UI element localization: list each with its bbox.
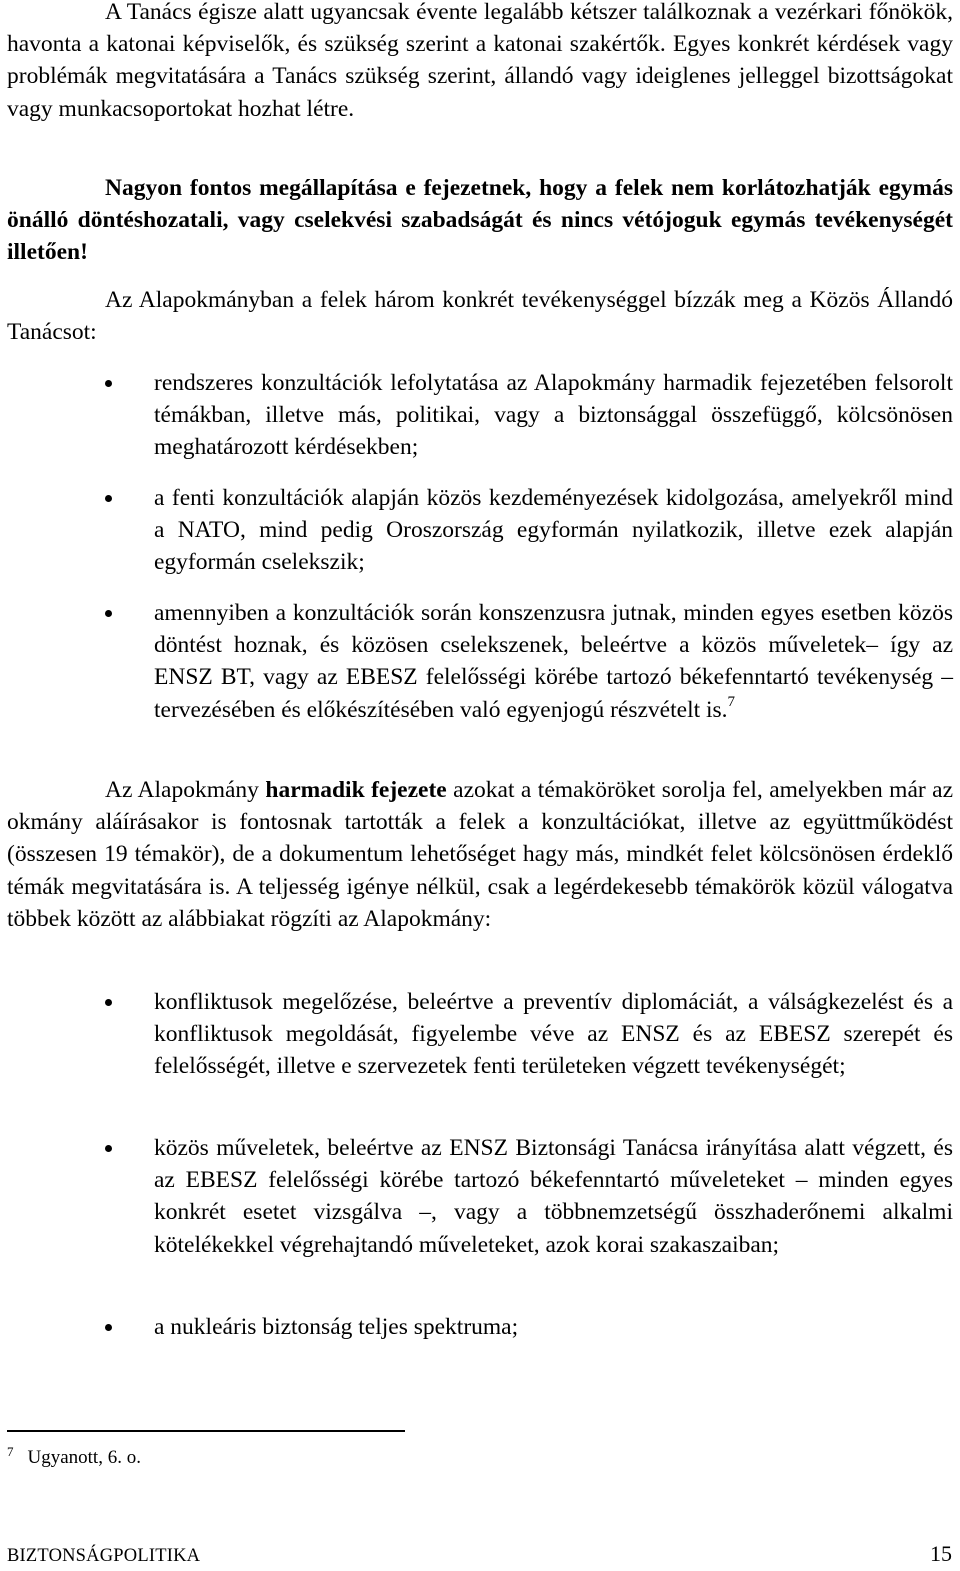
bullet-dot-icon	[105, 610, 112, 617]
list-item-text: közös műveletek, beleértve az ENSZ Biztonsági Tanácsa irányítása alatt végzett, és az EBESZ felelősségi körébe tartozó békefenntartó műveleteket – minden egyes konkrét esetet vizsgálva –, vagy a többnemzetségű összhaderőnemi alkalmi kötelékekkel végrehajtandó műveleteket, azok korai szakaszaiban;	[154, 1135, 953, 1258]
bullet-dot-icon	[105, 1145, 112, 1152]
paragraph-key-statement: Nagyon fontos megállapítása e fejezetnek, hogy a felek nem korlátozhatják egymás önálló döntéshozatali, vagy cselekvési szabadságát és nincs vétójoguk egymás tevékenységét illetően!	[7, 175, 953, 266]
bullet-dot-icon	[105, 1324, 112, 1331]
paragraph-three-activities: Az Alapokmányban a felek három konkrét tevékenységgel bízzák meg a Közös Állandó Tanácsot:	[7, 287, 953, 346]
list-item-text: a nukleáris biztonság teljes spektruma;	[154, 1314, 519, 1340]
list-item-content	[154, 597, 953, 726]
paragraph-text-start: Az Alapokmány	[105, 777, 266, 803]
list-item-text: rendszeres konzultációk lefolytatása az Alapokmány harmadik fejezetében felsorolt témákban, illetve más, politikai, vagy a biztonsággal összefüggő, kölcsönösen meghatározott kérdésekben;	[154, 370, 953, 461]
paragraph-council-meetings: A Tanács égisze alatt ugyancsak évente legalább kétszer találkoznak a vezérkari főnökök, havonta a katonai képviselők, és szükség szerint a katonai szakértők. Egyes konkrét kérdések vagy problémák megvitatására a Tanács szükség szerint, állandó vagy ideiglenes jelleggel bizottságokat vagy munkacsoportokat hozhat létre.	[7, 0, 953, 122]
footnote-divider	[7, 1430, 405, 1432]
paragraph-bold-phrase: harmadik fejezete	[265, 777, 447, 803]
list-item-text: a fenti konzultációk alapján közös kezdeményezések kidolgozása, amelyekről mind a NATO, mind pedig Oroszország egyformán nyilatkozik, illetve ezek alapján egyformán cselekszik;	[154, 485, 953, 576]
footnote-number: 7	[7, 1443, 14, 1459]
footnote	[7, 1444, 141, 1472]
bullet-dot-icon	[105, 495, 112, 502]
footnote-text: Ugyanott, 6. o.	[27, 1447, 141, 1468]
footer-journal-name: BIZTONSÁGPOLITIKA	[7, 1546, 201, 1566]
bullet-dot-icon	[105, 999, 112, 1006]
list-item-text: amennyiben a konzultációk során konszenzusra jutnak, minden egyes esetben közös döntést hoznak, és közösen cselekszenek, beleértve a közös műveletek– így az ENSZ BT, vagy az EBESZ felelősségi körébe tartozó békefenntartó tevékenység – tervezésében és előkészítésében való egyenjogú részvételt is.	[154, 600, 953, 723]
bullet-dot-icon	[105, 380, 112, 387]
footnote-reference[interactable]: 7	[727, 693, 736, 710]
paragraph-text-end: azokat a témaköröket sorolja fel, amelyekben már az okmány aláírásakor is fontosnak tartották a felek a konzultációkat, illetve az együttműködést (összesen 19 témakör), de a dokumentum lehetőséget hagy más, mindkét felet kölcsönösen érdeklő témák megvitatására is. A teljesség igénye nélkül, csak a legérdekesebb témakörök közül válogatva többek között az alábbiakat rögzíti az Alapokmány:	[7, 777, 954, 932]
paragraph-third-chapter	[7, 774, 953, 935]
list-item-text: konfliktusok megelőzése, beleértve a preventív diplomáciát, a válságkezelést és a konfliktusok megoldását, figyelembe véve az ENSZ és az EBESZ szerepét és felelősségét, illetve e szervezetek fenti területeken végzett tevékenységét;	[154, 989, 953, 1080]
page-number: 15	[930, 1541, 952, 1566]
